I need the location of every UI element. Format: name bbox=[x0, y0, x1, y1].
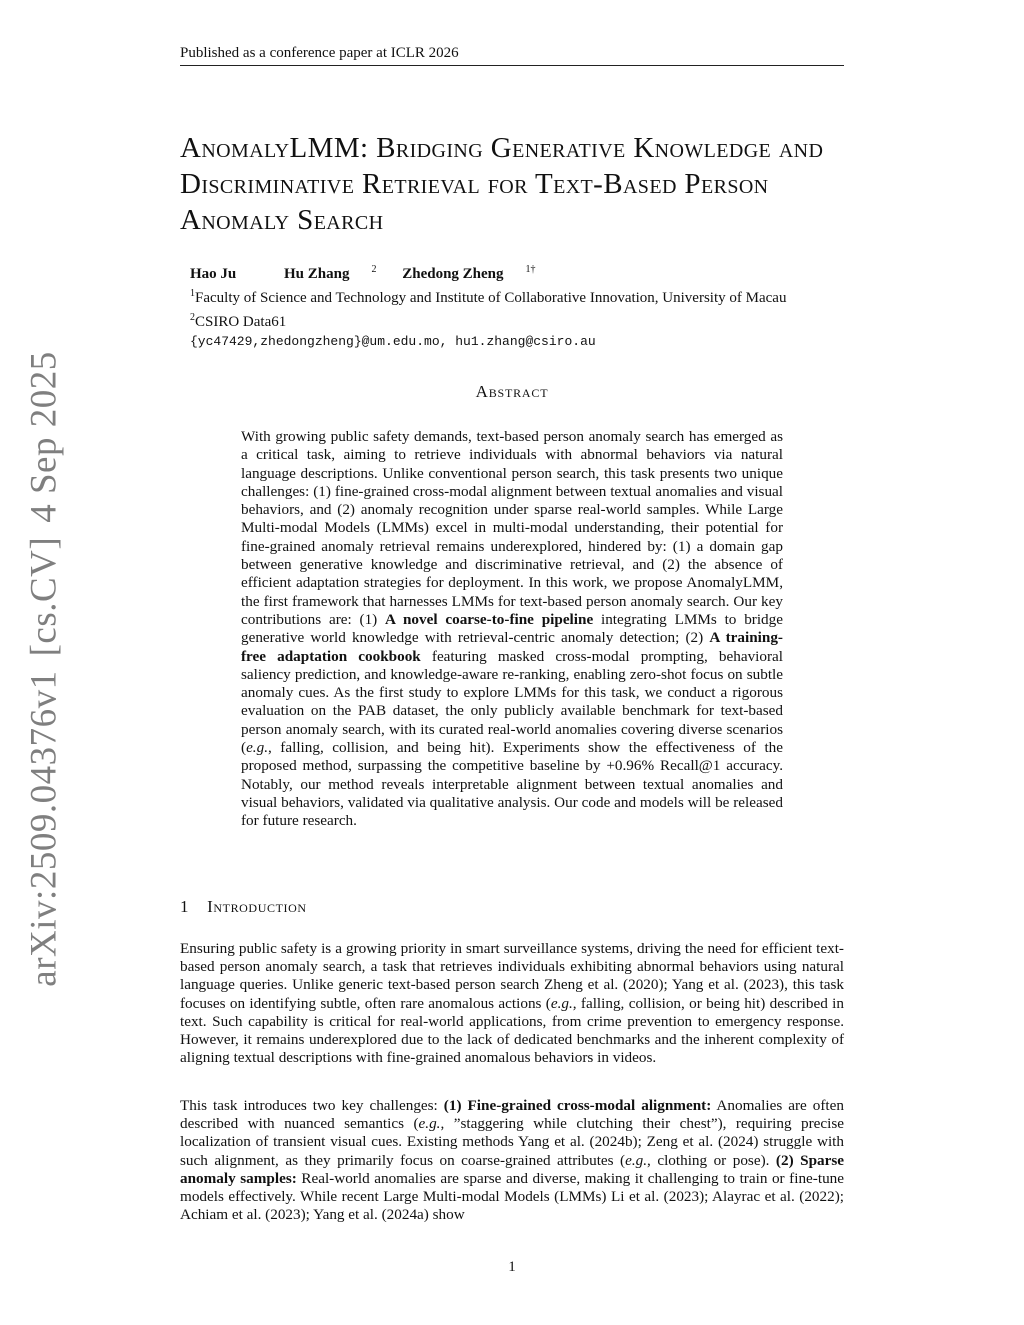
section-heading-introduction: 1 Introduction bbox=[180, 897, 307, 916]
abstract-text: With growing public safety demands, text-based person anomaly search has emerged as a critical task, aiming to retrieve individuals with abnormal behaviors via natural language descriptions. Unlike conventional person search, this task presents two unique challenges: (1) fine-grained cross-modal alignment between textual anomalies and visual behaviors, and (2) anomaly recognition under sparse real-world samples. While Large Multi-modal Models (LMMs) excel in multi-modal understanding, their potential for fine-grained anomaly retrieval remains underexplored, hindered by: (1) a domain gap between generative knowledge and discriminative retrieval, and (2) the absence of efficient adaptation strategies for deployment. In this work, we propose AnomalyLMM, the first framework that harnesses LMMs for text-based person anomaly search. Our key contributions are: (1) A novel coarse-to-fine pipeline integrating LMMs to bridge generative world knowledge with retrieval-centric anomaly detection; (2) A training-free adaptation cookbook featuring masked cross-modal prompting, behavioral saliency prediction, and knowledge-aware re-ranking, enabling zero-shot focus on subtle anomaly cues. As the first study to explore LMMs for this task, we conduct a rigorous evaluation on the PAB dataset, the only publicly available benchmark for text-based person anomaly search, with its curated real-world anomalies covering diverse scenarios (e.g., falling, collision, and being hit). Experiments show the effectiveness of the proposed method, surpassing the competitive baseline by +0.96% Recall@1 accuracy. Notably, our method reveals interpretable alignment between textual anomalies and visual behaviors, validated via qualitative analysis. Our code and models will be released for future research. bbox=[241, 428, 783, 830]
abstract-heading: Abstract bbox=[475, 382, 549, 401]
intro-paragraph-1: Ensuring public safety is a growing priority in smart surveillance systems, driving the need for efficient text-based person anomaly search, a task that retrieves individuals exhibiting abnormal behaviors using natural language queries. Unlike generic text-based person search Zheng et al. (2020); Yang et al. (2023), this task focuses on identifying subtle, often rare anomalous actions (e.g., falling, collision, or being hit) described in text. Such capability is critical for real-world applications, from crime prevention to emergency response. However, it remains underexplored due to the lack of dedicated benchmarks and the inherent complexity of aligning textual descriptions with fine-grained anomalous behaviors in videos. bbox=[180, 940, 844, 1067]
author-block bbox=[190, 260, 840, 351]
running-header: Published as a conference paper at ICLR 2026 bbox=[180, 44, 844, 66]
author-emails: {yc47429,zhedongzheng}@um.edu.mo, hu1.zhang@csiro.au bbox=[190, 334, 596, 349]
contribution-2: A training-free adaptation cookbook bbox=[241, 629, 783, 665]
author-names bbox=[190, 260, 840, 284]
intro-paragraph-2: This task introduces two key challenges: (1) Fine-grained cross-modal alignment: Anomalies are often described with nuanced semantics (e.g., ”staggering while clutching their chest”), requiring precise localization of transient visual cues. Existing methods Yang et al. (2024b); Zeng et al. (2024) struggle with such alignment, as they primarily focus on coarse-grained attributes (e.g., clothing or pose). (2) Sparse anomaly samples: Real-world anomalies are sparse and diverse, making it challenging to train or fine-tune models effectively. While recent Large Multi-modal Models (LMMs) Li et al. (2023); Alayrac et al. (2022); Achiam et al. (2023); Yang et al. (2024a) show bbox=[180, 1097, 844, 1224]
title-rest: Bridging Generative Knowledge and Discriminative Retrieval for Text-Based Person Anomaly Search bbox=[180, 132, 824, 236]
author: Zhedong Zheng $^{1\dagger}$ bbox=[402, 264, 536, 282]
author: Hao Ju bbox=[190, 266, 237, 282]
page-number: 1 bbox=[508, 1259, 516, 1275]
affiliation: $^2$CSIRO Data61 bbox=[190, 312, 287, 330]
contribution-1: A novel coarse-to-fine pipeline bbox=[385, 610, 594, 628]
author: Hu Zhang $^2$ bbox=[284, 264, 377, 282]
affiliation: $^1$Faculty of Science and Technology and Institute of Collaborative Innovation, University of Macau bbox=[190, 288, 787, 306]
arxiv-stamp: arXiv:2509.04376v1[cs.CV]4 Sep 2025 bbox=[23, 351, 65, 987]
paper-title bbox=[180, 130, 844, 238]
title-lead: AnomalyLMM: bbox=[180, 132, 369, 164]
